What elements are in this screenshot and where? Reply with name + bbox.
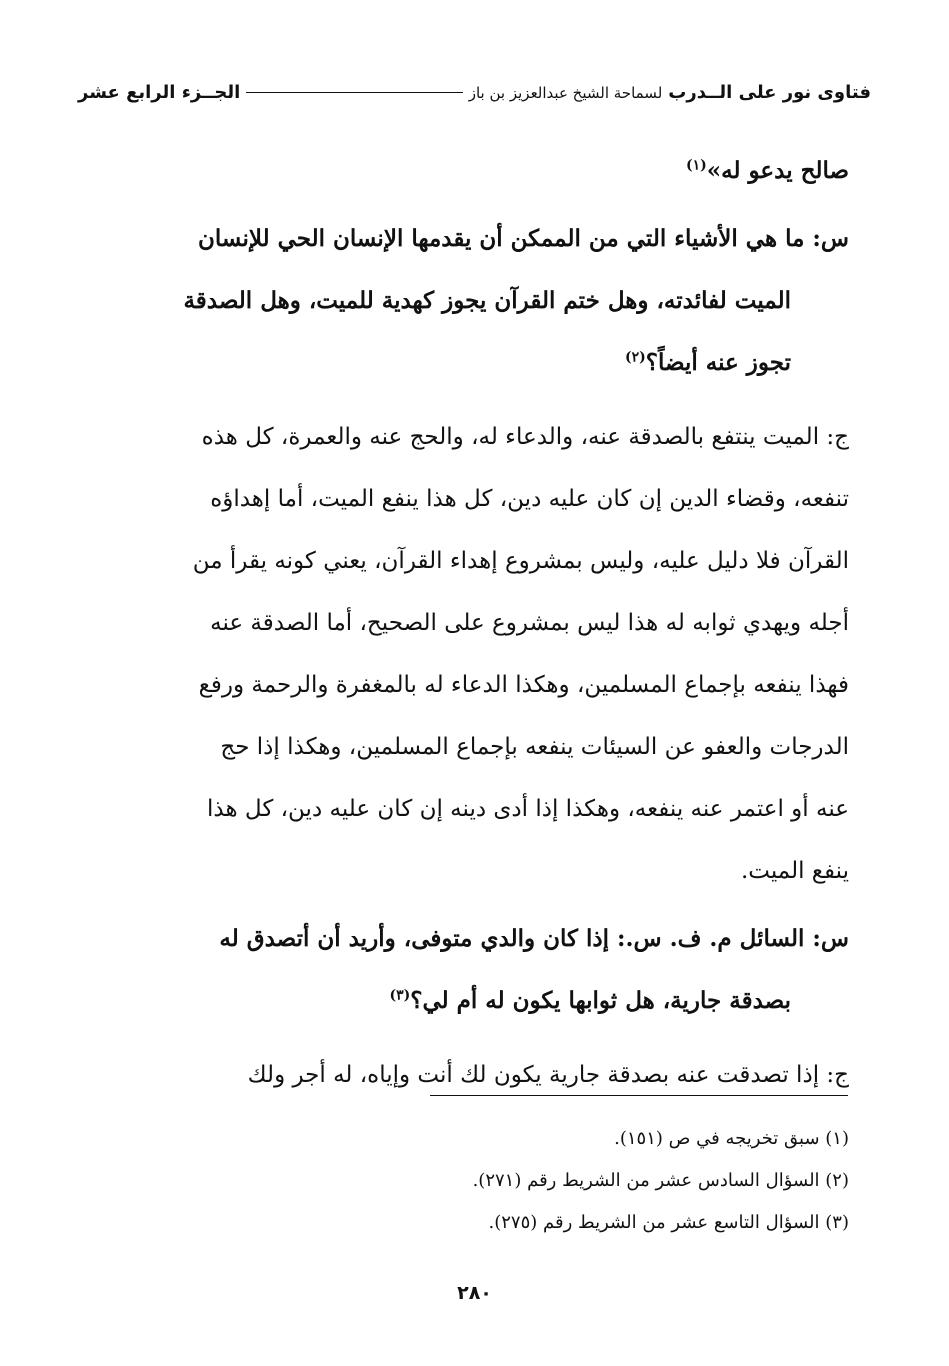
- page-number: ٢٨٠: [457, 1282, 492, 1304]
- footnote-ref: (١): [686, 157, 707, 174]
- answer-1-line: الدرجات والعفو عن السيئات ينفعه بإجماع المسلمين، وهكذا إذا حج: [220, 734, 849, 760]
- question-2-line: س: السائل م. ف. س.: إذا كان والدي متوفى، وأريد أن أتصدق له: [219, 925, 849, 952]
- answer-2: [78, 1044, 849, 1106]
- author-name: لسماحة الشيخ عبدالعزيز بن باز: [468, 84, 663, 102]
- header-rule: [246, 92, 462, 93]
- book-title: فتاوى نور على الــدرب: [668, 82, 871, 103]
- volume-label: الجــزء الرابع عشر: [78, 82, 241, 103]
- footnote: (٣) السؤال التاسع عشر من الشريط رقم (٢٧٥).: [488, 1212, 849, 1233]
- question-1-line: تجوز عنه أيضاً؟$^{(٢)}$: [625, 349, 791, 376]
- answer-1: [78, 406, 849, 902]
- footnote-ref: (٢): [625, 349, 646, 366]
- footnote: (١) سبق تخريجه في ص (١٥١).: [614, 1128, 849, 1149]
- footnote-ref: (٣): [389, 987, 411, 1004]
- answer-1-line: ينفع الميت.: [740, 858, 849, 884]
- answer-1-line: عنه أو اعتمر عنه ينفعه، وهكذا إذا أدى دينه إن كان عليه دين، كل هذا: [207, 796, 849, 822]
- answer-1-line: ج: الميت ينتفع بالصدقة عنه، والدعاء له، والحج عنه والعمرة، كل هذه: [201, 424, 849, 450]
- footnote: (٢) السؤال السادس عشر من الشريط رقم (٢٧١).: [472, 1170, 849, 1191]
- answer-1-line: أجله ويهدي ثوابه له هذا ليس بمشروع على الصحيح، أما الصدقة عنه: [210, 610, 849, 636]
- question-1-line: س: ما هي الأشياء التي من الممكن أن يقدمها الإنسان الحي للإنسان: [198, 225, 849, 252]
- continuation-line: صالح يدعو له»$^{(١)}$: [686, 157, 849, 184]
- running-header: [78, 82, 871, 112]
- answer-2-line: ج: إذا تصدقت عنه بصدقة جارية يكون لك أنت وإياه، له أجر ولك: [247, 1062, 849, 1088]
- answer-1-line: فهذا ينفعه بإجماع المسلمين، وهكذا الدعاء له بالمغفرة والرحمة ورفع: [198, 672, 849, 698]
- answer-1-line: تنفعه، وقضاء الدين إن كان عليه دين، كل هذا ينفع الميت، أما إهداؤه: [210, 486, 849, 512]
- question-2: [78, 908, 849, 1032]
- page-body: [78, 140, 849, 1106]
- answer-1-line: القرآن فلا دليل عليه، وليس بمشروع إهداء القرآن، يعني كونه يقرأ من: [192, 548, 849, 574]
- footnotes: [149, 1118, 849, 1244]
- question-1: [78, 208, 849, 394]
- question-2-line: بصدقة جارية، هل ثوابها يكون له أم لي؟$^{(٣)}$: [389, 987, 791, 1014]
- footnote-separator: [430, 1095, 848, 1096]
- question-1-line: الميت لفائدته، وهل ختم القرآن يجوز كهدية للميت، وهل الصدقة: [183, 287, 791, 314]
